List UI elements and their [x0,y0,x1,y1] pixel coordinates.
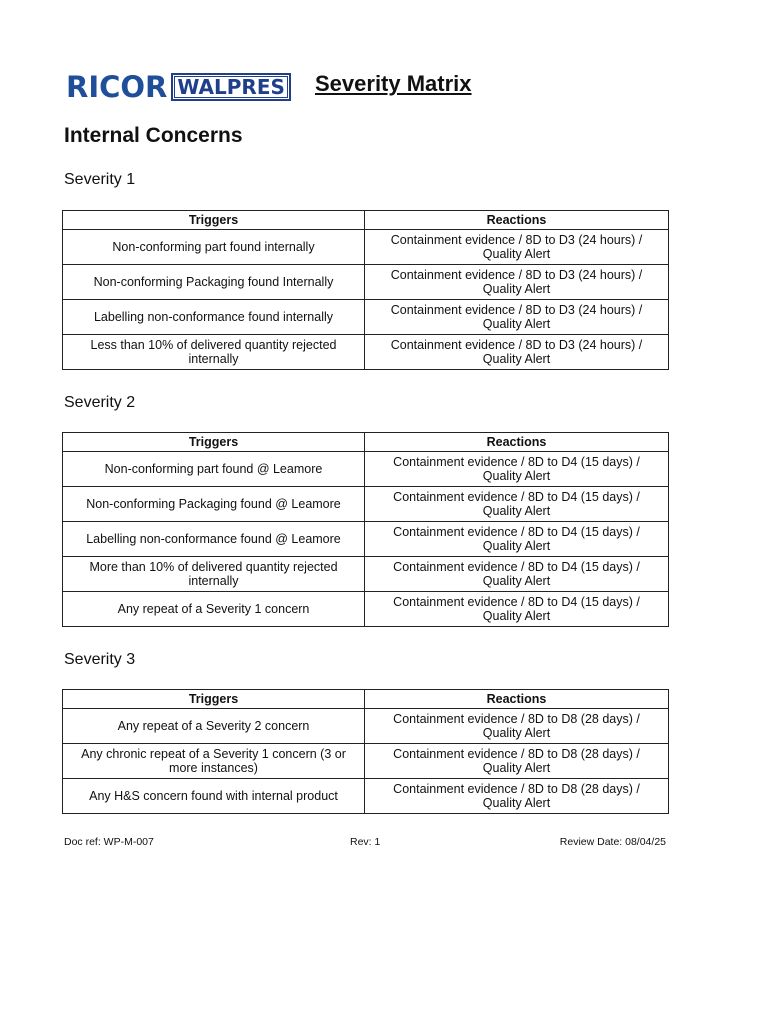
reactions-header: Reactions [365,690,669,709]
severity-1-table [62,210,669,370]
triggers-header: Triggers [63,211,365,230]
document-title: Severity Matrix [315,71,472,96]
doc-ref: Doc ref: WP-M-007 [64,836,154,848]
reaction-cell: Containment evidence / 8D to D3 (24 hours) / Quality Alert [365,265,669,300]
section-title: Internal Concerns [64,124,243,147]
reaction-cell: Containment evidence / 8D to D8 (28 days) / Quality Alert [365,709,669,744]
triggers-header: Triggers [63,433,365,452]
reactions-header: Reactions [365,211,669,230]
table-row [63,487,669,522]
triggers-header: Triggers [63,690,365,709]
table-row [63,522,669,557]
reaction-cell: Containment evidence / 8D to D8 (28 days) / Quality Alert [365,779,669,814]
trigger-cell: Non-conforming Packaging found @ Leamore [63,487,365,522]
severity-1-heading: Severity 1 [64,171,136,188]
table-header-row [63,211,669,230]
trigger-cell: Labelling non-conformance found @ Leamore [63,522,365,557]
severity-3-table [62,689,669,814]
table-row [63,592,669,627]
revision: Rev: 1 [350,836,381,848]
trigger-cell: Non-conforming Packaging found Internally [63,265,365,300]
severity-2-heading: Severity 2 [64,394,136,411]
review-date: Review Date: 08/04/25 [559,836,666,848]
trigger-cell: Any repeat of a Severity 1 concern [63,592,365,627]
severity-2-table [62,432,669,627]
trigger-cell: Any repeat of a Severity 2 concern [63,709,365,744]
table-row [63,300,669,335]
table-header-row [63,690,669,709]
trigger-cell: Labelling non-conformance found internally [63,300,365,335]
reaction-cell: Containment evidence / 8D to D8 (28 days) / Quality Alert [365,744,669,779]
company-logo [66,72,291,102]
table-row [63,452,669,487]
trigger-cell: More than 10% of delivered quantity rejected internally [63,557,365,592]
table-row [63,265,669,300]
table-row [63,335,669,370]
header [66,72,291,102]
trigger-cell: Less than 10% of delivered quantity rejected internally [63,335,365,370]
table-row [63,779,669,814]
logo-walpres-text: WALPRES [171,73,291,101]
reactions-header: Reactions [365,433,669,452]
reaction-cell: Containment evidence / 8D to D4 (15 days) / Quality Alert [365,592,669,627]
table-header-row [63,433,669,452]
reaction-cell: Containment evidence / 8D to D4 (15 days) / Quality Alert [365,522,669,557]
reaction-cell: Containment evidence / 8D to D3 (24 hours) / Quality Alert [365,300,669,335]
severity-3-heading: Severity 3 [64,651,136,668]
reaction-cell: Containment evidence / 8D to D3 (24 hours) / Quality Alert [365,335,669,370]
logo-ricor-text: RICOR [66,70,168,104]
table-row [63,744,669,779]
reaction-cell: Containment evidence / 8D to D4 (15 days) / Quality Alert [365,487,669,522]
trigger-cell: Non-conforming part found @ Leamore [63,452,365,487]
trigger-cell: Any H&S concern found with internal product [63,779,365,814]
table-row [63,230,669,265]
table-row [63,709,669,744]
trigger-cell: Any chronic repeat of a Severity 1 concern (3 or more instances) [63,744,365,779]
table-row [63,557,669,592]
trigger-cell: Non-conforming part found internally [63,230,365,265]
reaction-cell: Containment evidence / 8D to D4 (15 days) / Quality Alert [365,452,669,487]
reaction-cell: Containment evidence / 8D to D3 (24 hours) / Quality Alert [365,230,669,265]
reaction-cell: Containment evidence / 8D to D4 (15 days) / Quality Alert [365,557,669,592]
